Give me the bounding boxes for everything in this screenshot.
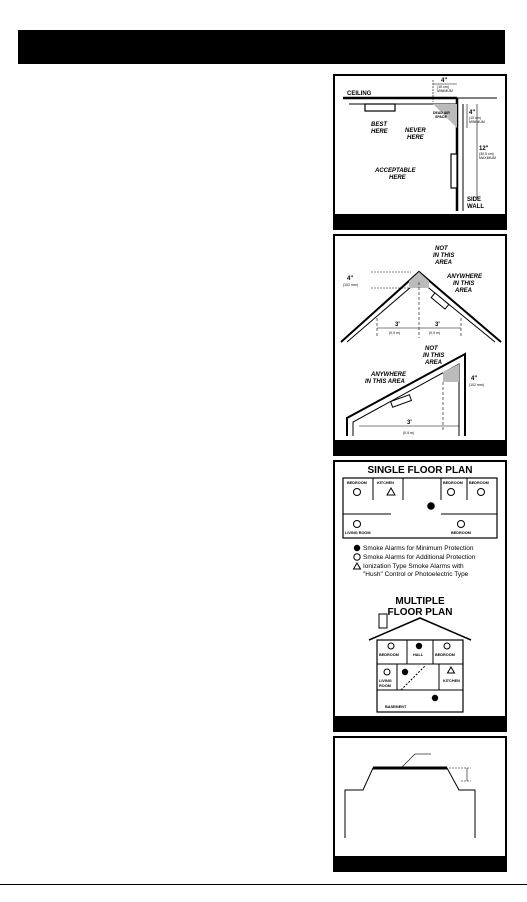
svg-text:(0,9 m): (0,9 m) xyxy=(429,331,441,335)
peaked-ceiling-figure xyxy=(333,234,507,456)
svg-text:BEDROOM: BEDROOM xyxy=(443,481,463,485)
svg-text:HERE: HERE xyxy=(371,129,388,135)
svg-text:BEDROOM: BEDROOM xyxy=(469,481,489,485)
svg-text:AREA: AREA xyxy=(435,260,453,266)
svg-text:KITCHEN: KITCHEN xyxy=(443,679,460,683)
svg-text:NEVER: NEVER xyxy=(405,128,426,134)
svg-text:MAXIMUM: MAXIMUM xyxy=(479,156,496,160)
svg-text:HALL: HALL xyxy=(413,653,424,657)
svg-text:3': 3' xyxy=(407,420,412,426)
svg-text:AREA: AREA xyxy=(455,288,473,294)
smoke-alarm-wall xyxy=(451,154,457,188)
svg-text:NOT: NOT xyxy=(435,246,448,252)
wall-ceiling-diagram xyxy=(335,76,505,216)
svg-text:FLOOR PLAN: FLOOR PLAN xyxy=(387,607,453,618)
svg-text:HERE: HERE xyxy=(389,175,406,181)
svg-text:ACCEPTABLE: ACCEPTABLE xyxy=(375,168,416,174)
svg-text:3': 3' xyxy=(395,322,400,328)
ceiling-profile-diagram xyxy=(335,738,505,858)
svg-text:ANYWHERE: ANYWHERE xyxy=(371,372,407,378)
section-header-bar xyxy=(18,30,505,64)
svg-text:IN THIS: IN THIS xyxy=(423,353,445,359)
svg-text:BEDROOM: BEDROOM xyxy=(379,653,399,657)
ceiling-profile-figure xyxy=(333,736,507,872)
svg-text:KITCHEN: KITCHEN xyxy=(377,481,394,485)
svg-text:DEAD AIR: DEAD AIR xyxy=(433,111,450,115)
svg-text:Ionization Type Smoke Alarms w: Ionization Type Smoke Alarms with xyxy=(363,563,464,570)
svg-text:BEDROOM: BEDROOM xyxy=(347,481,367,485)
svg-text:4": 4" xyxy=(471,376,478,382)
svg-text:ROOM: ROOM xyxy=(379,684,391,688)
svg-text:(10 cm): (10 cm) xyxy=(437,85,449,89)
figure-caption-bar xyxy=(335,856,505,870)
floor-plan-figure xyxy=(333,460,507,732)
wall-ceiling-placement-figure xyxy=(333,74,507,230)
svg-text:MINIMUM: MINIMUM xyxy=(437,89,453,93)
body-text-column xyxy=(18,76,308,866)
svg-text:WALL: WALL xyxy=(467,204,484,210)
svg-text:IN THIS: IN THIS xyxy=(453,281,475,287)
smoke-alarm-ceiling xyxy=(365,104,395,111)
svg-text:LIVING ROOM: LIVING ROOM xyxy=(345,531,371,535)
svg-text:BEST: BEST xyxy=(371,122,388,128)
figure-caption-bar xyxy=(335,440,505,454)
figure-caption-bar xyxy=(335,716,505,730)
peaked-ceiling-diagram xyxy=(335,236,505,442)
svg-text:SPACE: SPACE xyxy=(435,115,447,119)
svg-text:SIDE: SIDE xyxy=(467,197,482,203)
svg-text:BEDROOM: BEDROOM xyxy=(435,653,455,657)
svg-text:"Hush" Control or Photoelectri: "Hush" Control or Photoelectric Type xyxy=(363,571,469,578)
figure-caption-bar xyxy=(335,214,505,228)
svg-text:(10 cm): (10 cm) xyxy=(469,116,481,120)
svg-text:(30,5 cm): (30,5 cm) xyxy=(479,152,494,156)
svg-text:ANYWHERE: ANYWHERE xyxy=(447,274,483,280)
svg-text:(0,9 m): (0,9 m) xyxy=(389,331,401,335)
svg-text:Smoke Alarms for Minimum Prote: Smoke Alarms for Minimum Protection xyxy=(363,545,474,552)
floor-plan-diagram xyxy=(335,462,505,718)
svg-text:12": 12" xyxy=(479,146,489,152)
ceiling-label: CEILING xyxy=(347,91,372,97)
svg-text:3': 3' xyxy=(435,322,440,328)
svg-text:HERE: HERE xyxy=(407,135,424,141)
svg-text:NOT: NOT xyxy=(425,346,438,352)
svg-text:IN THIS AREA: IN THIS AREA xyxy=(365,379,405,385)
svg-text:IN THIS: IN THIS xyxy=(433,253,455,259)
svg-text:4": 4" xyxy=(347,276,354,282)
svg-text:(0,9 m): (0,9 m) xyxy=(403,431,415,435)
svg-text:AREA: AREA xyxy=(425,360,443,366)
svg-text:4": 4" xyxy=(441,78,448,84)
svg-text:(102 mm): (102 mm) xyxy=(469,383,484,387)
svg-text:BEDROOM: BEDROOM xyxy=(451,531,471,535)
svg-text:BASEMENT: BASEMENT xyxy=(385,705,407,709)
page-footer-rule xyxy=(0,884,527,885)
svg-text:4": 4" xyxy=(469,110,476,116)
svg-text:Smoke Alarms for Additional Pr: Smoke Alarms for Additional Protection xyxy=(363,554,476,561)
svg-text:(102 mm): (102 mm) xyxy=(343,283,358,287)
svg-text:LIVING: LIVING xyxy=(379,679,392,683)
single-floor-title: SINGLE FLOOR PLAN xyxy=(367,465,473,476)
svg-text:MINIMUM: MINIMUM xyxy=(469,120,485,124)
svg-text:MULTIPLE: MULTIPLE xyxy=(395,596,445,607)
